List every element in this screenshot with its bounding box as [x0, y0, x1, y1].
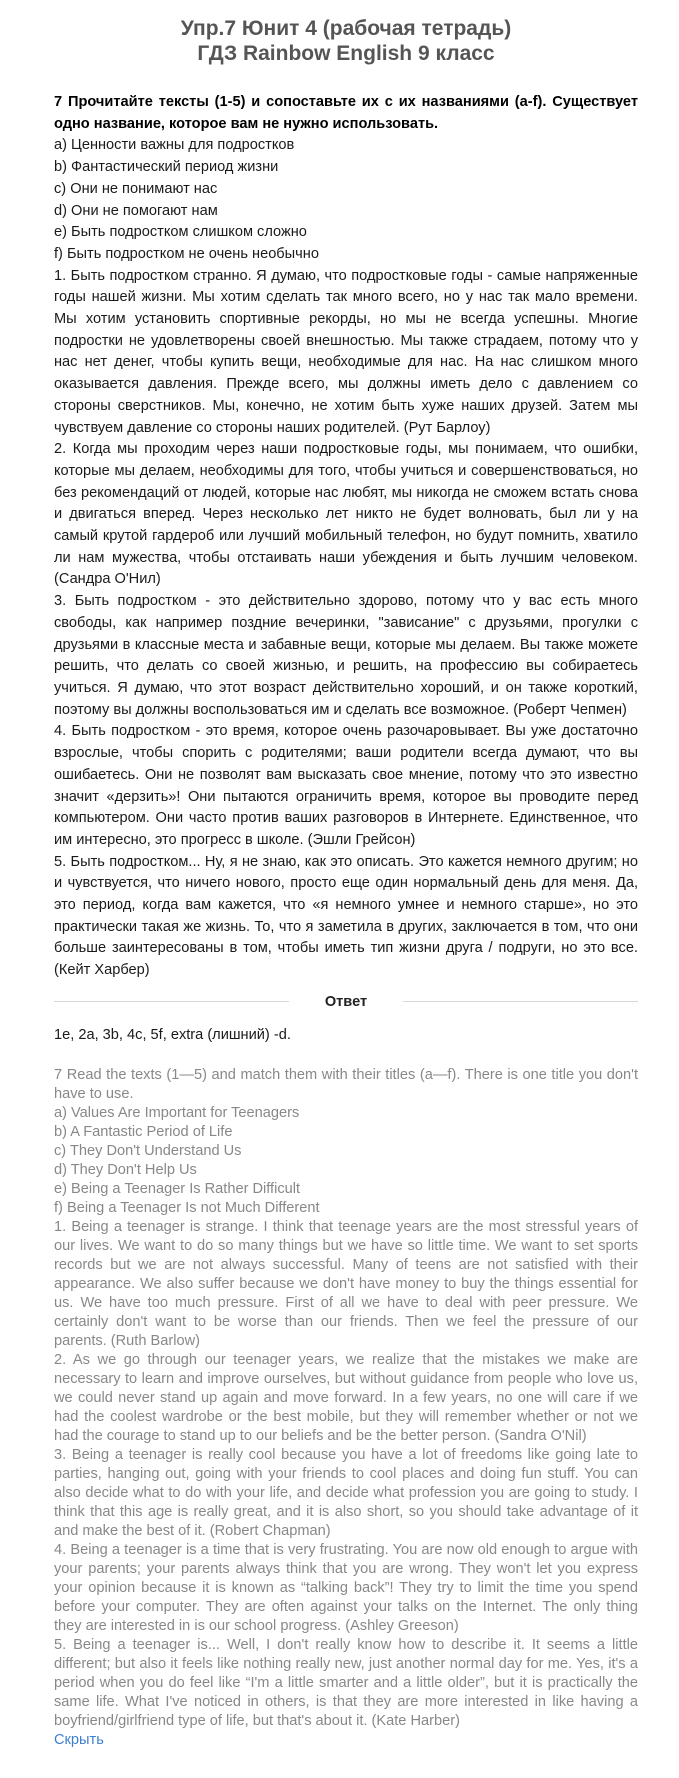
english-option: a) Values Are Important for Teenagers [54, 1104, 300, 1121]
english-option: b) A Fantastic Period of Life [54, 1123, 233, 1140]
russian-task: 7 Прочитайте тексты (1-5) и сопоставьте их с их названиями (a-f). Существует одно название, которое вам не нужно использовать. [54, 94, 638, 132]
russian-text-5: 5. Быть подростком... Ну, я не знаю, как это описать. Это кажется немного другим; но и чувствуется, что ничего нового, просто еще один нормальный день для меня. Да, это период, когда вам кажется, что «я немного умнее и немного старше», но это практически такая же жизнь. То, что я заметила в других, заключается в том, что они больше заинтересованы в том, чтобы иметь тип жизни друга / подруги, но это все. (Кейт Харбер) [54, 853, 638, 979]
divider-line-right [403, 1001, 638, 1002]
english-text-2: 2. As we go through our teenager years, we realize that the mistakes we make are necessary to learn and improve ourselves, but without guidance from people who love us, we could never stand up again and move forward. In a few years, no one will care if we had the coolest wardrobe or the best mobile, but they will remember whether or not we had the courage to stand up to our beliefs and be the better person. (Sandra O'Nil) [54, 1351, 638, 1444]
answer-heading: Ответ [324, 993, 368, 1010]
russian-option: b) Фантастический период жизни [54, 159, 279, 176]
russian-option: f) Быть подростком не очень необычно [54, 245, 319, 262]
hide-link[interactable]: Скрыть [54, 1731, 104, 1748]
russian-option: e) Быть подростком слишком сложно [54, 224, 307, 241]
divider-line-left [54, 1001, 289, 1002]
english-option: f) Being a Teenager Is not Much Different [54, 1199, 320, 1216]
page-title-line-1: Упр.7 Юнит 4 (рабочая тетрадь) [180, 17, 512, 40]
russian-option: a) Ценности важны для подростков [54, 137, 295, 154]
english-text-3: 3. Being a teenager is really cool because you have a lot of freedoms like going late to parties, hanging out, going with your friends to cool places and doing fun stuff. You can also decide what to do with your life, and decide what profession you are going to study. I think that this age is really great, and it is also short, so you should take advantage of it and make the best of it. (Robert Chapman) [54, 1446, 638, 1539]
russian-text-4: 4. Быть подростком - это время, которое очень разочаровывает. Вы уже достаточно взрослые, чтобы спорить с родителями; ваши родители всегда думают, что вы ошибаетесь. Они не позволят вам высказать свое мнение, потому что это известно значит «дерзить»! Они пытаются ограничить время, которое вы проводите перед компьютером. Они часто против ваших разговоров в Интернете. Единственное, что им интересно, это прогресс в школе. (Эшли Грейсон) [54, 723, 638, 848]
russian-text-2: 2. Когда мы проходим через наши подростковые годы, мы понимаем, что ошибки, которые мы делаем, необходимы для того, чтобы учиться и совершенствоваться, но без рекомендаций от людей, которые нас любят, мы никогда не сможем встать снова и двигаться вперед. Через несколько лет никто не будет волновать, был ли у на самый крутой гардероб или лучший мобильный телефон, но будут помнить, хватило ли нам мужества, чтобы отстаивать наши убеждения и быть лучшим человеком. (Сандра О'Нил) [54, 441, 638, 588]
english-option: c) They Don't Understand Us [54, 1142, 242, 1159]
russian-option: d) Они не помогают нам [54, 202, 218, 219]
exercise-page [54, 16, 638, 1750]
russian-text-3: 3. Быть подростком - это действительно здорово, потому что у вас есть много свободы, как например поздние вечеринки, "зависание" с друзьями, прогулки с друзьями в классные места и забавные вещи, которые мы делаем. Вы также можете решить, что делать со своей жизнью, и решить, на профессию вы собираетесь учиться. Я думаю, что этот возраст действительно хороший, и он также короткий, поэтому вы должны воспользоваться им и сделать все возможное. (Роберт Чепмен) [54, 593, 638, 718]
answer-divider [54, 990, 638, 1014]
english-text-4: 4. Being a teenager is a time that is very frustrating. You are now old enough to argue with your parents; your parents always think that you are wrong. They won't let you express your opinion because it is known as “talking back”! They try to limit the time you spend before your computer. They are often against your talks on the Internet. The only thing they are interested in is our school progress. (Ashley Greeson) [54, 1541, 638, 1634]
russian-option: c) Они не понимают нас [54, 180, 218, 197]
russian-section [54, 92, 638, 982]
english-text-1: 1. Being a teenager is strange. I think that teenage years are the most stressful years of our lives. We want to do so many things but we have so little time. We want to set sports records but we are not always successful. Many of teens are not satisfied with their appearance. We also suffer because we don't have money to buy the things essential for us. We have too much pressure. First of all we have to deal with peer pressure. We certainly don't want to be worse than our friends. Then we feel the pressure of our parents. (Ruth Barlow) [54, 1218, 638, 1349]
page-title [54, 16, 638, 66]
english-task: 7 Read the texts (1—5) and match them with their titles (a—f). There is one title you don't have to use. [54, 1066, 638, 1102]
english-option: d) They Don't Help Us [54, 1161, 197, 1178]
english-text-5: 5. Being a teenager is... Well, I don't really know how to describe it. It seems a little different; but also it feels like nothing really new, just another normal day for me. Yes, it's a period when you do feel like “I'm a little smarter and a little older”, but it is practically the same life. What I've noticed in others, is that they are more interested in like having a boyfriend/girlfriend type of life, but that's about it. (Kate Harber) [54, 1636, 638, 1729]
page-title-line-2: ГДЗ Rainbow English 9 класс [197, 42, 495, 65]
english-option: e) Being a Teenager Is Rather Difficult [54, 1180, 301, 1197]
answer-text: 1e, 2a, 3b, 4c, 5f, extra (лишний) -d. [54, 1026, 291, 1043]
russian-text-1: 1. Быть подростком странно. Я думаю, что подростковые годы - самые напряженные годы нашей жизни. Мы хотим сделать так много всего, но у нас так мало времени. Мы хотим установить спортивные рекорды, но мы не всегда успешны. Многие подростки не удовлетворены своей внешностью. Мы также страдаем, потому что у нас нет денег, чтобы купить вещи, необходимые для нас. На нас слишком много оказывается давления. Прежде всего, мы должны иметь дело с давлением со стороны сверстников. Мы, конечно, не хотим быть хуже наших друзей. Затем мы чувствуем давление со стороны наших родителей. (Рут Барлоу) [54, 267, 638, 436]
english-section [54, 1066, 638, 1750]
